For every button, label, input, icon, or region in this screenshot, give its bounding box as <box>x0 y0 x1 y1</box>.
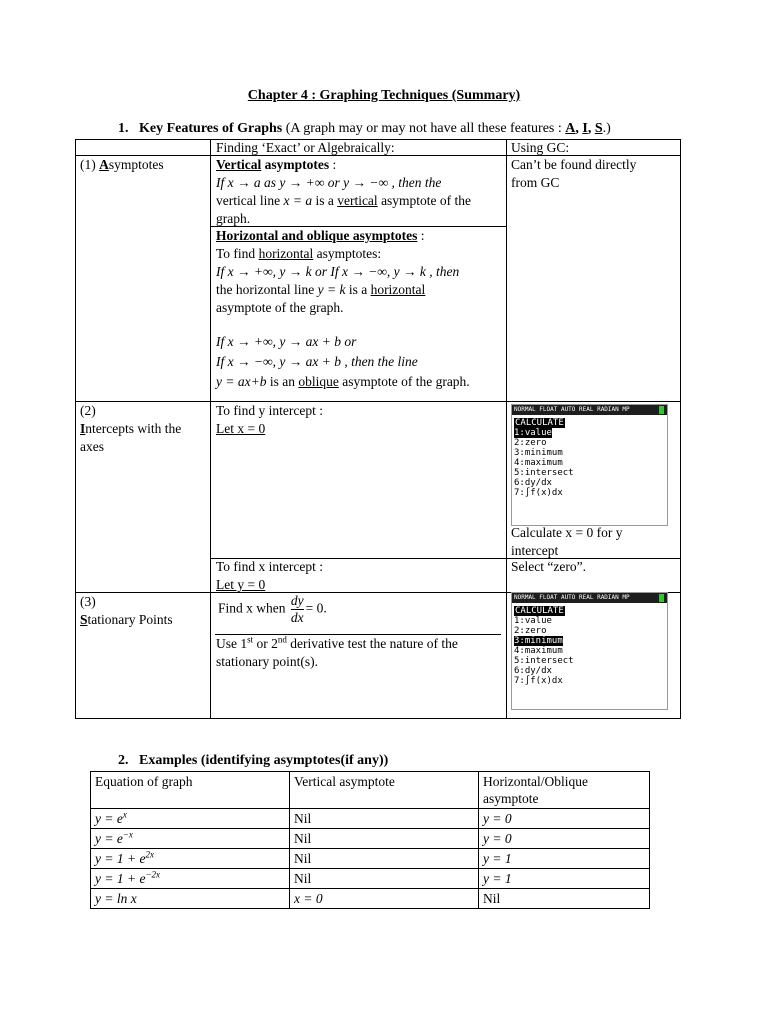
examples-table <box>90 771 650 909</box>
horizontal-cell: y = 0 <box>479 809 650 829</box>
vertical-cell: Nil <box>290 849 479 869</box>
gc-y-intercept-note: Calculate x = 0 for y intercept <box>511 525 623 558</box>
table-row <box>91 849 650 869</box>
header-gc: Using GC: <box>511 140 570 155</box>
equation-cell: $y = e^{-x}$ <box>91 829 290 849</box>
x-intercept-text: To find x intercept : Let y = 0 <box>216 559 324 592</box>
table-row <box>91 889 650 909</box>
table-header-row <box>91 772 650 809</box>
row-label-stationary: (3) Stationary Points <box>80 594 173 627</box>
equation-cell: $y = e^x$ <box>91 809 290 829</box>
vertical-cell: x = 0 <box>290 889 479 909</box>
table-row <box>91 809 650 829</box>
table-row <box>91 869 650 889</box>
vertical-cell: Nil <box>290 869 479 889</box>
row-label-intercepts: (2) Intercepts with the axes <box>80 403 182 454</box>
header-method: Finding ‘Exact’ or Algebraically: <box>216 140 395 155</box>
vertical-cell: Nil <box>290 829 479 849</box>
equation-cell: $y = 1 + e^{2x}$ <box>91 849 290 869</box>
column-header: Vertical asymptote <box>290 772 479 809</box>
gc-asymptote-note: Can’t be found directly from GC <box>511 157 637 190</box>
row-label-asymptotes: (1) Asymptotes <box>80 157 164 172</box>
stationary-find-text: Find x when $\frac{dy}{dx}$ = 0. <box>218 593 327 625</box>
section-2-heading: 2. Examples (identifying asymptotes(if any)) <box>118 753 389 768</box>
column-header: Equation of graph <box>91 772 290 809</box>
derivative-test-text: Use 1st or 2nd derivative test the nature of the stationary point(s). <box>216 634 458 669</box>
vertical-cell: Nil <box>290 809 479 829</box>
horizontal-cell: y = 1 <box>479 849 650 869</box>
y-intercept-text: To find y intercept : Let x = 0 <box>216 403 324 436</box>
table-row <box>91 829 650 849</box>
gc-x-intercept-note: Select “zero”. <box>511 559 586 574</box>
vertical-asymptote-text: Vertical asymptotes : If x → a as y → +∞ or y → −∞ , then the vertical line x = a is a vertical asymptote of the graph. <box>216 157 472 226</box>
horizontal-cell: y = 0 <box>479 829 650 849</box>
section-1-heading: 1. Key Features of Graphs (A graph may or may not have all these features : A, I, S.) <box>118 121 611 136</box>
horizontal-oblique-text: Horizontal and oblique asymptotes : To find horizontal asymptotes: If x → +∞, y → k or If x → −∞, y → k , then the horizontal line y = k is a horizontal asymptote of the graph. If x → +∞, y → ax + b or If x → −∞, y → ax + b , then the line y = ax+b is an oblique asymptote of the graph. <box>216 228 470 389</box>
horizontal-cell: y = 1 <box>479 869 650 889</box>
equation-cell: $y = 1 + e^{-2x}$ <box>91 869 290 889</box>
horizontal-cell: Nil <box>479 889 650 909</box>
page-title: Chapter 4 : Graphing Techniques (Summary) <box>247 88 521 103</box>
column-header: Horizontal/Oblique asymptote <box>479 772 650 809</box>
calculator-screen-value: NORMAL FLOAT AUTO REAL RADIAN MP CALCULATE 1:value 2:zero 3:minimum 4:maximum 5:intersect 6:dy/dx 7:∫f(x)dx <box>511 404 668 526</box>
calculator-screen-minimum: NORMAL FLOAT AUTO REAL RADIAN MP CALCULATE 1:value 2:zero 3:minimum 4:maximum 5:intersect 6:dy/dx 7:∫f(x)dx <box>511 592 668 710</box>
equation-cell: y = ln x <box>91 889 290 909</box>
